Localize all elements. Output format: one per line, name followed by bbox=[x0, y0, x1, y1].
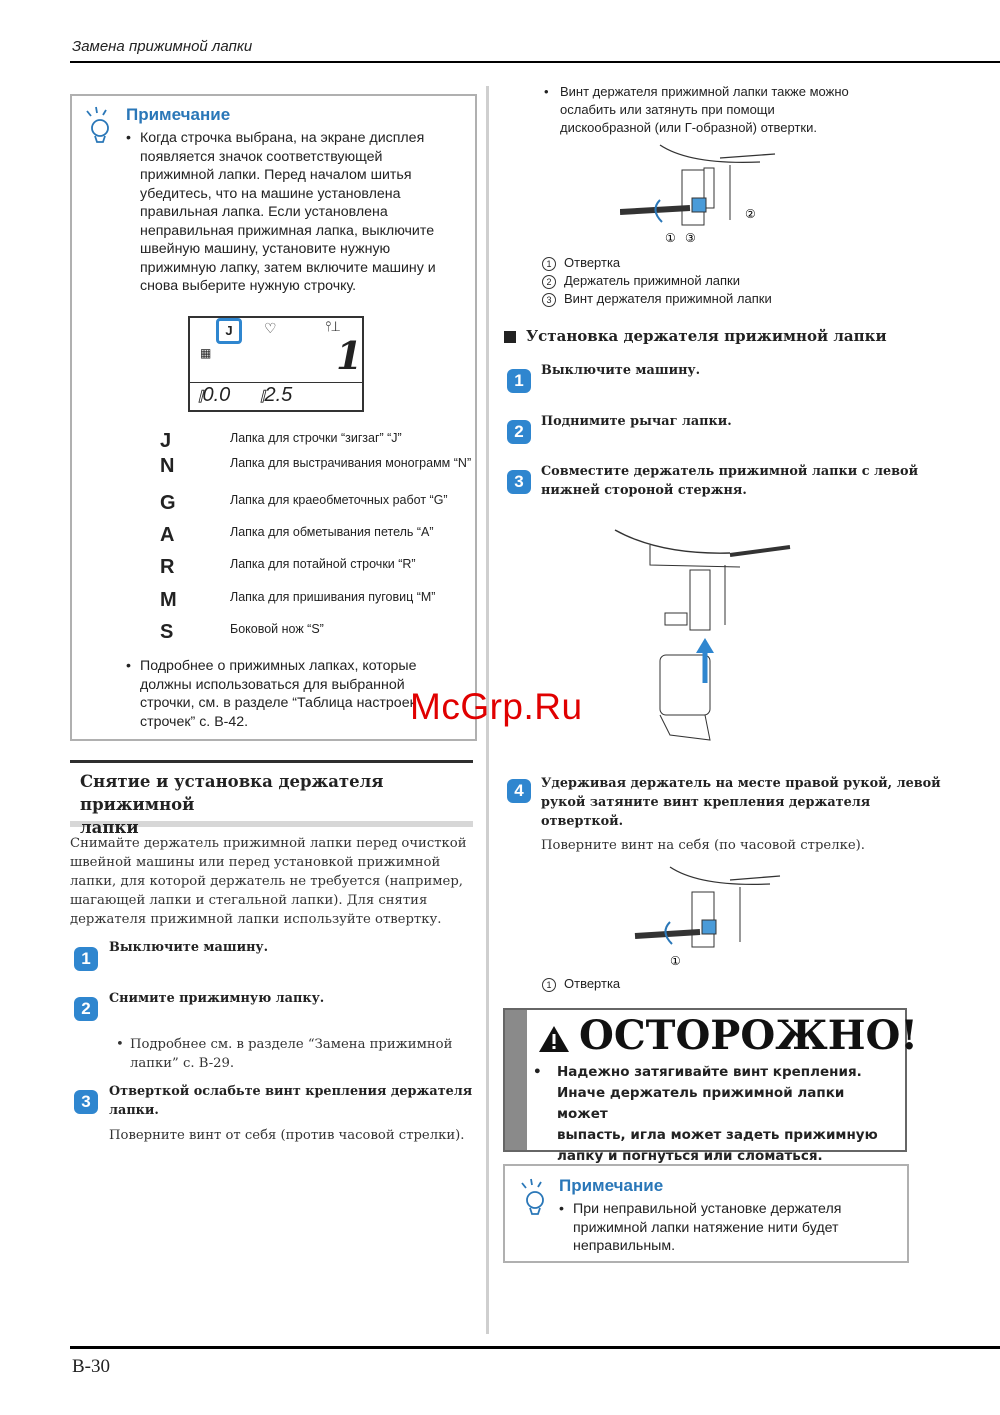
install-step-number-4: 4 bbox=[507, 779, 531, 803]
install-step-number-1: 1 bbox=[507, 369, 531, 393]
note-line: прижимной лапки. Перед началом шитья bbox=[140, 167, 412, 183]
right-bullet: • Винт держателя прижимной лапки также можно ослабить или затянуть при помощи дискообразной (или Г-образной) отвертки. bbox=[544, 84, 849, 135]
presser-foot-row bbox=[160, 556, 480, 586]
subheading-square bbox=[504, 331, 516, 343]
grid-icon: ▦ bbox=[200, 346, 212, 360]
note-title: Примечание bbox=[559, 1176, 664, 1195]
warning-triangle-icon bbox=[537, 1024, 571, 1054]
presser-foot-description: Лапка для потайной строчки “R” bbox=[230, 557, 416, 571]
install-step-4-body: Поверните винт на себя (по часовой стрелке). bbox=[541, 838, 865, 853]
presser-foot-description: Лапка для строчки “зигзаг” “J” bbox=[230, 431, 402, 445]
step-number-2: 2 bbox=[74, 997, 98, 1021]
presser-foot-row bbox=[160, 589, 480, 619]
presser-foot-letter: R bbox=[160, 556, 175, 578]
screwdriver-figure-2 bbox=[630, 862, 790, 972]
header-rule bbox=[70, 61, 1000, 63]
install-step-4-title: Удерживая держатель на месте правой рукой, левой рукой затяните винт крепления держателя отверткой. bbox=[541, 776, 941, 829]
presser-foot-description: Лапка для краеобметочных работ “G” bbox=[230, 493, 448, 507]
presser-foot-letter: M bbox=[160, 589, 177, 611]
figure-1-legend: 1 Отвертка 2 Держатель прижимной лапки 3 Винт держателя прижимной лапки bbox=[542, 254, 772, 308]
note-line: Подробнее о прижимных лапках, которые bbox=[140, 658, 417, 674]
presser-foot-letter: N bbox=[160, 455, 175, 477]
caution-title: ОСТОРОЖНО! bbox=[579, 1012, 918, 1059]
presser-foot-letter: J bbox=[160, 430, 172, 452]
lightbulb-icon bbox=[519, 1178, 553, 1218]
screwdriver-figure-1 bbox=[620, 140, 780, 250]
watermark: McGrp.Ru bbox=[410, 686, 583, 727]
section-heading bbox=[70, 760, 473, 837]
section-title-line: лапки bbox=[80, 818, 139, 837]
note-line: швейную машину, установите нужную bbox=[140, 241, 391, 257]
presser-foot-description: Лапка для выстрачивания монограмм “N” bbox=[230, 456, 472, 470]
install-step-1-title: Выключите машину. bbox=[541, 363, 701, 378]
note-line: неправильная прижимная лапка, выключите bbox=[140, 222, 435, 239]
install-step-2-title: Поднимите рычаг лапки. bbox=[541, 414, 732, 429]
svg-text:②: ② bbox=[745, 207, 756, 221]
note-title: Примечание bbox=[126, 105, 231, 124]
svg-text:①: ① bbox=[665, 231, 676, 245]
caution-box bbox=[503, 1008, 918, 1164]
install-step-3-title: Совместите держатель прижимной лапки с левой нижней стороной стержня. bbox=[541, 464, 919, 498]
page-number: B-30 bbox=[72, 1356, 110, 1377]
lcd-display bbox=[188, 316, 364, 412]
presser-foot-description: Лапка для обметывания петель “A” bbox=[230, 525, 434, 539]
install-heading: Установка держателя прижимной лапки bbox=[526, 327, 887, 345]
footer-rule bbox=[70, 1346, 1000, 1349]
note-box-display bbox=[70, 94, 477, 741]
note-box-installation bbox=[503, 1164, 909, 1263]
page-header-title: Замена прижимной лапки bbox=[72, 38, 253, 55]
svg-text:①: ① bbox=[670, 954, 681, 968]
presser-foot-row bbox=[160, 621, 480, 651]
step-2-title: Снимите прижимную лапку. bbox=[109, 991, 325, 1006]
note-line: правильная лапка. Если установлена bbox=[140, 204, 388, 220]
presser-foot-description: Боковой нож “S” bbox=[230, 622, 324, 636]
note-bullet-1: • Когда строчка выбрана, на экране дисплея появляется значок соответствующей прижимной лапки. Перед началом шитья убедитесь, что на машине установлена правильная лапка. Если установлена неправильная прижимная лапка, выключите швейную машину, установите нужную прижимную лапку, затем включите машину и снова выберите нужную строчку. bbox=[140, 129, 470, 296]
section-intro: Снимайте держатель прижимной лапки перед очисткой швейной машины или перед установкой прижимной лапки, для которой держатель не требуется (например, шагающей лапки и стегальной лапки). Для снятия держателя прижимной лапки используйте отвертку. bbox=[70, 836, 467, 927]
presser-foot-description: Лапка для пришивания пуговиц “M” bbox=[230, 590, 436, 604]
heart-icon: ♡ bbox=[264, 320, 277, 336]
step-3-body: Поверните винт от себя (против часовой стрелки). bbox=[109, 1128, 465, 1143]
presser-foot-letter: A bbox=[160, 524, 175, 546]
presser-foot-row bbox=[160, 455, 480, 485]
svg-text:③: ③ bbox=[685, 231, 696, 245]
note-line: снова выберите нужную строчку. bbox=[140, 278, 357, 294]
step-number-3: 3 bbox=[74, 1090, 98, 1114]
section-title-line: Снятие и установка держателя прижимной bbox=[80, 772, 384, 814]
lightbulb-icon bbox=[84, 106, 118, 146]
presser-foot-letter: S bbox=[160, 621, 174, 643]
install-step-number-2: 2 bbox=[507, 420, 531, 444]
holder-alignment-figure bbox=[610, 525, 800, 745]
note-line: прижимную лапку, затем включите машину и bbox=[140, 259, 436, 276]
lcd-length: ⫿2.5 bbox=[260, 384, 293, 406]
caution-text: • Надежно затягивайте винт крепления. Иначе держатель прижимной лапки может выпасть, игла может задеть прижимную лапку и погнуться или сломаться. bbox=[533, 1064, 878, 1164]
note-line: убедитесь, что на машине установлена bbox=[140, 185, 401, 202]
note-line: Когда строчка выбрана, на экране дисплея bbox=[140, 130, 425, 146]
note-line: строчки, см. в разделе “Таблица настроек bbox=[140, 695, 416, 711]
note-line: должны использоваться для выбранной bbox=[140, 676, 405, 693]
lcd-stitch-number: 1 bbox=[336, 333, 363, 378]
install-step-number-3: 3 bbox=[507, 470, 531, 494]
step-1-title: Выключите машину. bbox=[109, 940, 269, 955]
presser-foot-row bbox=[160, 492, 480, 522]
lcd-foot-letter: J bbox=[225, 323, 233, 338]
note-bullet-2: • Подробнее о прижимных лапках, которые должны использоваться для выбранной строчки, см. в разделе “Таблица настроек строчек” с. B-42. bbox=[140, 657, 470, 731]
presser-foot-letter: G bbox=[160, 492, 176, 514]
lcd-width: ⫿0.0 bbox=[198, 384, 231, 406]
lcd-foot-indicator bbox=[216, 318, 242, 344]
step-number-1: 1 bbox=[74, 947, 98, 971]
note-line: появляется значок соответствующей bbox=[140, 148, 383, 165]
step-3-title: Отверткой ослабьте винт крепления держателя лапки. bbox=[109, 1084, 473, 1118]
figure-3-legend: 1 Отвертка bbox=[542, 975, 620, 993]
needle-position-icon: ⫯⊥ bbox=[325, 318, 341, 334]
note-line: строчек” с. B-42. bbox=[140, 713, 249, 730]
presser-foot-row bbox=[160, 524, 480, 554]
step-2-sub: • Подробнее см. в разделе “Замена прижимной лапки” с. B-29. bbox=[116, 1037, 453, 1071]
note-2-text: • При неправильной установке держателя прижимной лапки натяжение нити будет неправильным. bbox=[559, 1201, 842, 1254]
